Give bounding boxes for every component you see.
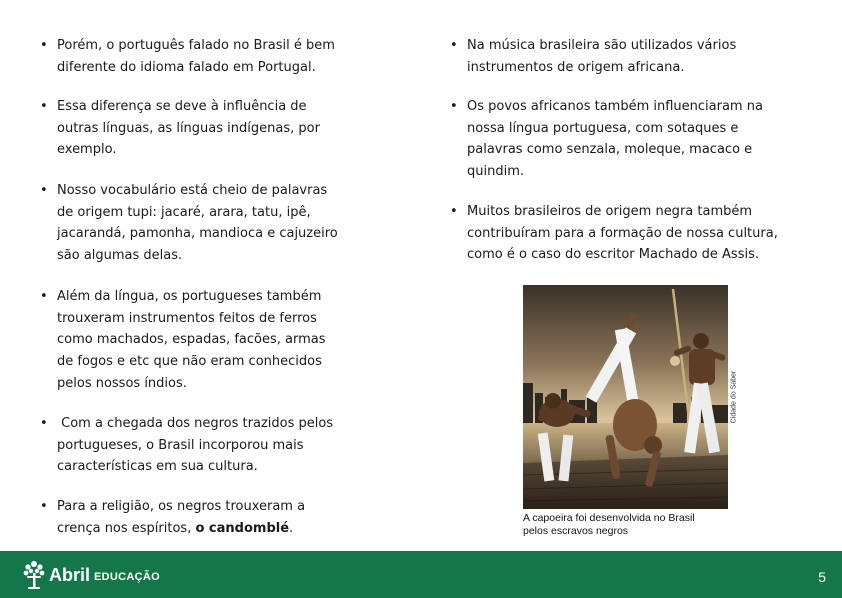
text-line: • Os povos africanos também influenciaram na [467, 99, 763, 114]
candomble-term: o candomblé [195, 520, 290, 536]
photo-caption [523, 512, 738, 538]
text-line: trouxeram instrumentos feitos de ferros [57, 310, 317, 326]
bullet-portuguese-brazil [40, 35, 335, 78]
bullet-language-influence [450, 96, 798, 183]
text-line: de origem tupi: jacaré, arara, tatu, ipê, [57, 204, 311, 220]
bullet-iron-tools [40, 286, 358, 395]
text-line: de fogos e etc que não eram conhecidos [57, 354, 322, 370]
bullet-african-arrival [40, 413, 358, 478]
text-line: • Com a chegada dos negros trazidos pelos [57, 416, 334, 431]
text-line: • Para a religião, os negros trouxeram a [57, 499, 306, 514]
bullet-music [450, 35, 798, 78]
text-line: exemplo. [57, 142, 117, 158]
text-line: diferente do idioma falado em Portugal. [57, 59, 316, 75]
text-line: • Muitos brasileiros de origem negra também [467, 204, 753, 219]
text-line: como machados, espadas, facões, armas [57, 332, 326, 348]
brand-name: Abril [49, 564, 91, 585]
footer-bar [0, 551, 842, 598]
bullet-religion [40, 496, 358, 539]
brand-subtitle: EDUCAÇÃO [94, 571, 160, 583]
text-line: instrumentos de origem africana. [467, 59, 685, 75]
text-line: características em sua cultura. [57, 459, 258, 475]
text-line: • Na música brasileira são utilizados vários [467, 38, 737, 53]
bullet-machado-de-assis [450, 201, 798, 266]
photo-credit: Cidade do Saber [730, 370, 738, 424]
bullet-tupi-vocabulary [40, 180, 358, 267]
abril-educacao-logo [22, 558, 160, 592]
text-line: outras línguas, as línguas indígenas, por [57, 120, 320, 136]
text-line: palavras como senzala, moleque, macaco e [467, 142, 753, 158]
bullet-influence [40, 96, 358, 161]
text-line: • Porém, o português falado no Brasil é bem [57, 38, 335, 53]
text-line: contribuíram para a formação de nossa cultura, [467, 225, 778, 241]
text-line: nossa língua portuguesa, com sotaques e [467, 120, 739, 136]
caption-line: A capoeira foi desenvolvida no Brasil [523, 512, 695, 524]
text-line: • Essa diferença se deve à influência de [57, 99, 307, 114]
text-line: pelos nossos índios. [57, 375, 187, 391]
text-line: jacarandá, pamonha, mandioca e cajuzeiro [57, 226, 338, 242]
capoeira-photo [523, 285, 728, 509]
text-line: quindim. [467, 164, 525, 180]
text-line: como é o caso do escritor Machado de Assis. [467, 247, 759, 263]
text-line: crença nos espíritos, o candomblé. [57, 520, 294, 536]
page-number: 5 [818, 569, 826, 585]
tree-icon [22, 559, 46, 591]
text-line: são algumas delas. [57, 248, 183, 264]
text-line: portugueses, o Brasil incorporou mais [57, 437, 304, 453]
text-line: • Nosso vocabulário está cheio de palavras [57, 183, 328, 198]
text-line: • Além da língua, os portugueses também [57, 289, 322, 304]
caption-line: pelos escravos negros [523, 525, 629, 537]
